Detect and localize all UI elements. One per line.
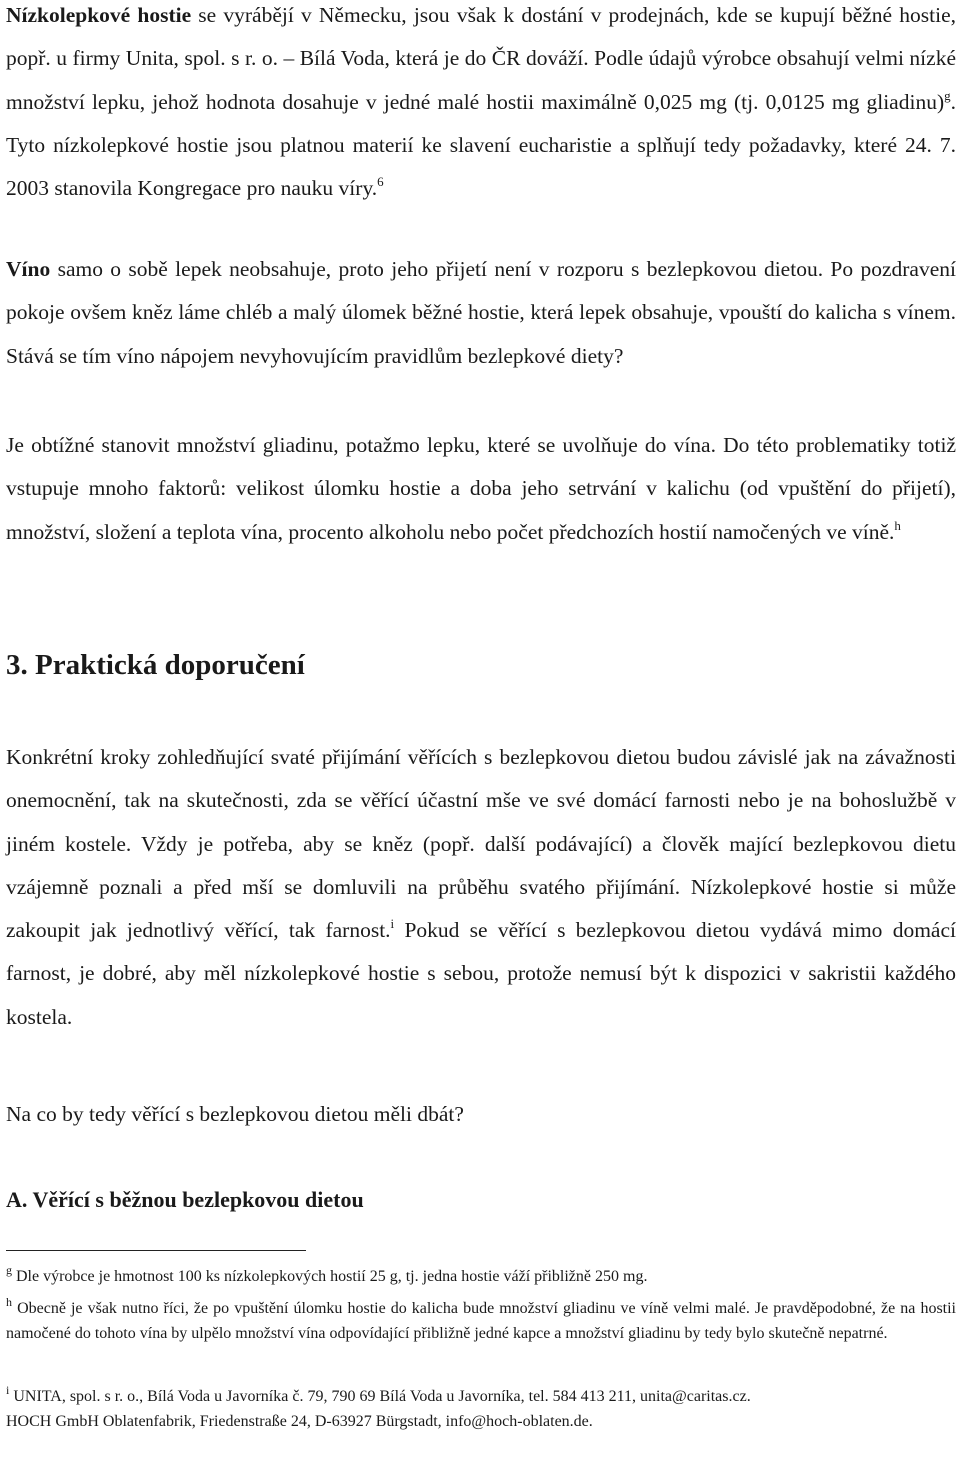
footnote-text: HOCH GmbH Oblatenfabrik, Friedenstraße 24, D-63927 Bürgstadt, info@hoch-oblaten.de. — [6, 1413, 593, 1430]
paragraph-text: se vyrábějí v Německu, jsou však k dostání v prodejnách, kde se kupují běžné hostie, popř. u firmy Unita, spol. s r. o. – Bílá Voda, která je do ČR dováží. Podle údajů výrobce obsahují velmi nízké množství lepku, jehož hodnota dosahuje v jedné malé hostii maximálně 0,025 mg (tj. 0,0125 mg gliadinu) — [6, 3, 956, 114]
footnote-mark: h — [6, 1295, 12, 1309]
footnote-text: Obecně je však nutno říci, že po vpuštění úlomku hostie do kalicha bude množství gliadinu ve víně velmi malé. Je pravděpodobné, že na hostii namočené do tohoto vína by ulpělo množství vína odpovídající přibližně jedné kapce a množství gliadinu by tedy bylo skutečně nepatrné. — [6, 1300, 956, 1342]
paragraph-text: . Tyto nízkolepkové hostie jsou platnou materií ke slavení eucharistie a splňují tedy požadavky, které 24. 7. 2003 stanovila Kongregace pro nauku víry. — [6, 89, 956, 201]
footnote-text: UNITA, spol. s r. o., Bílá Voda u Javorníka č. 79, 790 69 Bílá Voda u Javorníka, tel. 584 413 211, unita@caritas.cz. — [9, 1388, 751, 1405]
footnote-ref-g[interactable]: g — [944, 87, 951, 103]
paragraph-wine — [6, 248, 956, 378]
paragraph-text: Konkrétní kroky zohledňující svaté přijímání věřících s bezlepkovou dietou budou závislé jak na závažnosti onemocnění, tak na skutečnosti, zda se věřící účastní mše ve své domácí farnosti nebo je na bohoslužbě v jiném kostele. Vždy je potřeba, aby se kněz (popř. další podávající) a člověk mající bezlepkovou dietu vzájemně poznali a před mší se domluvili na průběhu svatého přijímání. Nízkolepkové hostie si může zakoupit jak jednotlivý věřící, tak farnost. — [6, 745, 956, 943]
footnote-ref-6[interactable]: 6 — [377, 174, 384, 190]
paragraph-text: samo o sobě lepek neobsahuje, proto jeho přijetí není v rozporu s bezlepkovou dietou. Po pozdravení pokoje ovšem kněz láme chléb a malý úlomek běžné hostie, která lepek obsahuje, vpouští do kalicha s vínem. Stává se tím víno nápojem nevyhovujícím pravidlům bezlepkové diety? — [6, 257, 956, 368]
paragraph-text: Pokud se věřící s bezlepkovou dietou vydává mimo domácí farnost, je dobré, aby měl nízkolepkové hostie s sebou, protože nemusí být k dispozici v sakristii každého kostela. — [6, 918, 956, 1029]
question-line: Na co by tedy věřící s bezlepkovou dietou měli dbát? — [6, 1102, 464, 1126]
paragraph-gliadin — [6, 424, 956, 554]
paragraph-recommendations — [6, 736, 956, 1039]
subsection-heading: A. Věřící s běžnou bezlepkovou dietou — [6, 1187, 364, 1212]
bold-lead: Nízkolepkové hostie — [6, 3, 192, 27]
footnote-mark: g — [6, 1263, 12, 1277]
footnote-ref-i[interactable]: i — [390, 916, 395, 932]
bold-lead: Víno — [6, 257, 51, 281]
paragraph-hosts — [6, 0, 956, 210]
footnote-divider — [6, 1250, 306, 1251]
footnote-g — [6, 1264, 956, 1289]
footnote-h — [6, 1296, 956, 1346]
footnote-ref-h[interactable]: h — [894, 517, 901, 533]
paragraph-text: Je obtížné stanovit množství gliadinu, potažmo lepku, které se uvolňuje do vína. Do této problematiky totiž vstupuje mnoho faktorů: velikost úlomku hostie a doba jeho setrvání v kalichu (od vpuštění do přijetí), množství, složení a teplota vína, procento alkoholu nebo počet předchozích hostií namočených ve víně. — [6, 433, 956, 544]
footnote-text: Dle výrobce je hmotnost 100 ks nízkolepkových hostií 25 g, tj. jedna hostie váží přibližně 250 mg. — [12, 1268, 648, 1285]
footnote-mark: i — [6, 1383, 10, 1397]
section-heading: 3. Praktická doporučení — [6, 649, 305, 681]
footnote-i — [6, 1384, 956, 1434]
